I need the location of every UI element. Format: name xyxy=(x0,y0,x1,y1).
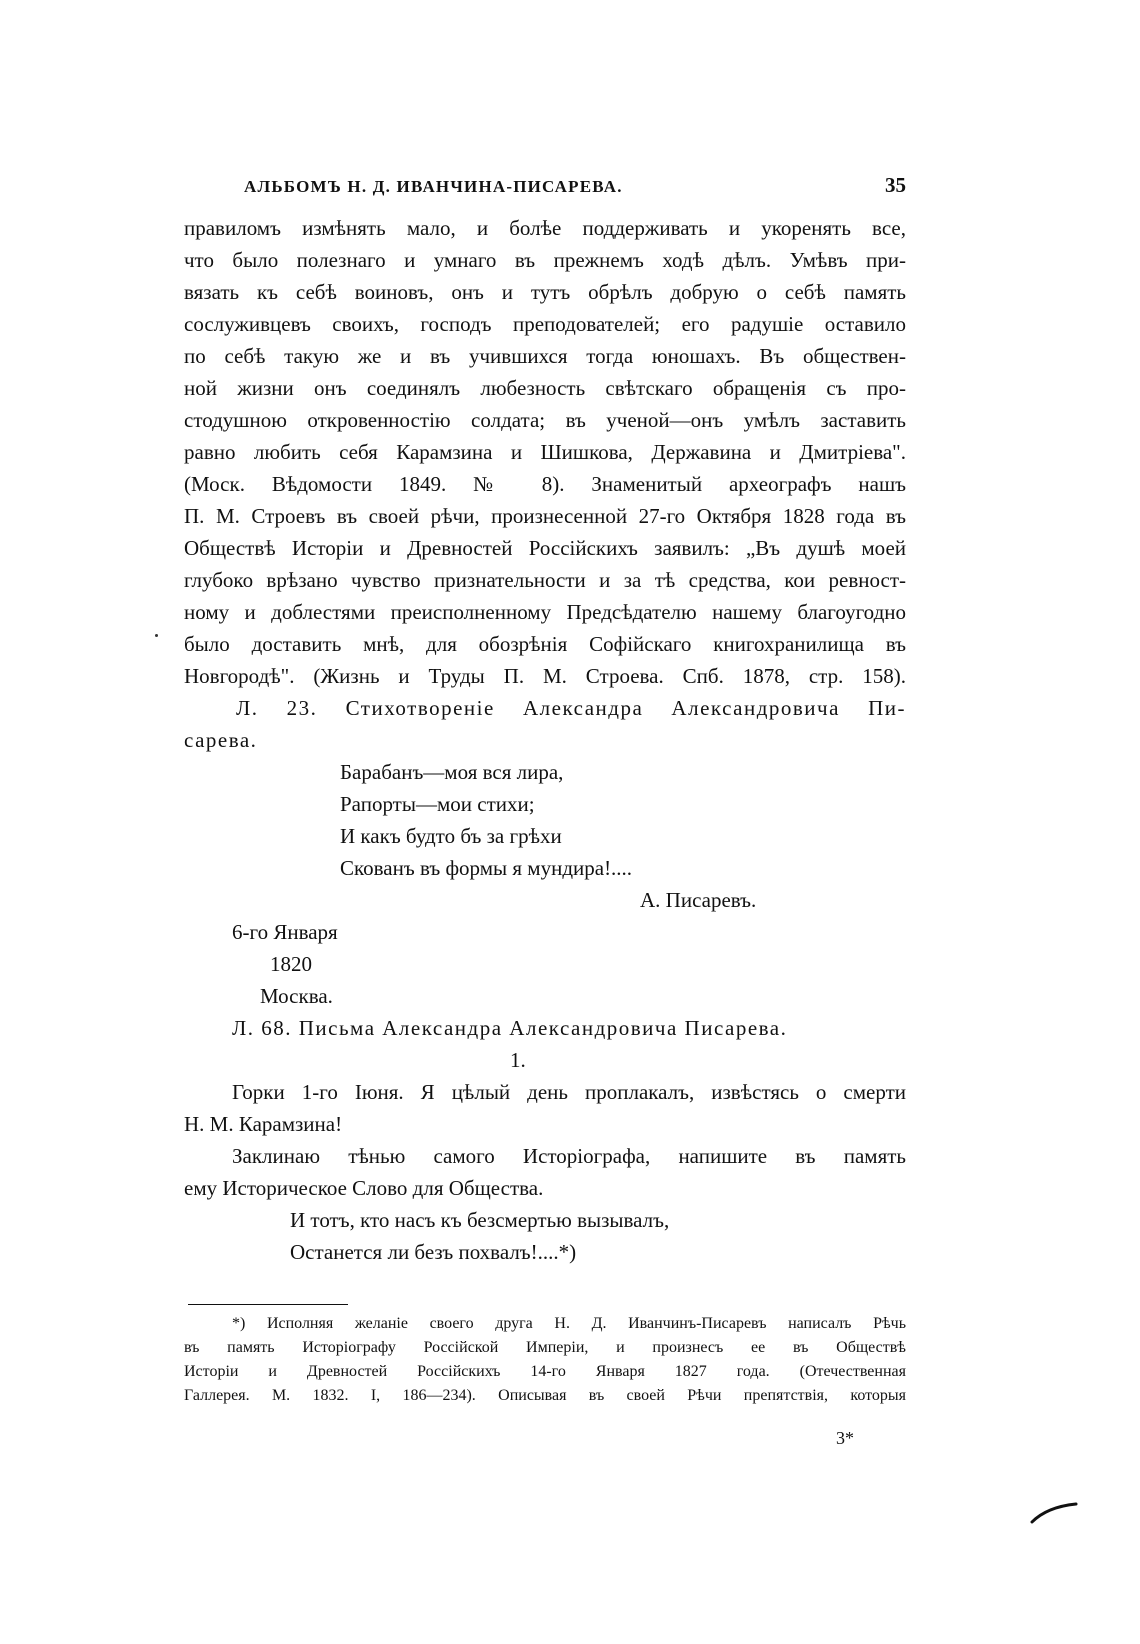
section-heading: Л. 68. Письма Александра Александровича Писарева. xyxy=(232,1016,788,1040)
pencil-stroke-mark xyxy=(1030,1500,1078,1526)
verse-line: Скованъ въ формы я мундира!.... xyxy=(340,856,633,880)
text-line: Новгородѣ". (Жизнь и Труды П. М. Строева. Спб. 1878, стр. 158). xyxy=(184,664,906,688)
verse-line: Останется ли безъ похвалъ!....*) xyxy=(290,1240,577,1264)
text-line: вязать къ себѣ воиновъ, онъ и тутъ обрѣлъ добрую о себѣ память xyxy=(184,280,906,304)
letter-line: Н. М. Карамзина! xyxy=(184,1112,343,1136)
footnote-rule xyxy=(188,1304,348,1305)
text-line: стодушною откровенностію солдата; въ ученой—онъ умѣлъ заставить xyxy=(184,408,906,432)
text-line: было доставить мнѣ, для обозрѣнія Софійскаго книгохранилища въ xyxy=(184,632,906,656)
running-title: АЛЬБОМЪ Н. Д. ИВАНЧИНА-ПИСАРЕВА. xyxy=(244,177,623,196)
text-line: П. М. Строевъ въ своей рѣчи, произнесенной 27-го Октября 1828 года въ xyxy=(184,504,906,528)
text-line: что было полезнаго и умнаго въ прежнемъ ходѣ дѣлъ. Умѣвъ при- xyxy=(184,248,906,272)
verse-line: Рапорты—мои стихи; xyxy=(340,792,535,816)
verse-line: Барабанъ—моя вся лира, xyxy=(340,760,564,784)
poem-date: 6-го Января xyxy=(232,920,338,944)
poem-place: Москва. xyxy=(260,984,333,1008)
text-line: ной жизни онъ соединялъ любезность свѣтскаго обращенія съ про- xyxy=(184,376,906,400)
text-line: равно любить себя Карамзина и Шишкова, Державина и Дмитріева". xyxy=(184,440,906,464)
footnote-line: въ память Исторіографу Россійской Имперіи, и произнесъ ее въ Обществѣ xyxy=(184,1339,906,1356)
text-line: ному и доблестями преисполненному Предсѣдателю нашему благоугодно xyxy=(184,600,906,624)
text-line: сослуживцевъ своихъ, господъ преподователей; его радушіе оставило xyxy=(184,312,906,336)
letter-line: ему Историческое Слово для Общества. xyxy=(184,1176,544,1200)
letter-number: 1. xyxy=(510,1048,526,1072)
signature-mark: 3* xyxy=(836,1428,854,1448)
text-line: правиломъ измѣнять мало, и болѣе поддерживать и укоренять все, xyxy=(184,216,906,240)
footnote-line: *) Исполняя желаніе своего друга Н. Д. Иванчинъ-Писаревъ написалъ Рѣчь xyxy=(232,1315,906,1332)
text-line: Обществѣ Исторіи и Древностей Россійскихъ заявилъ: „Въ душѣ моей xyxy=(184,536,906,560)
running-header xyxy=(184,170,906,200)
text-line: по себѣ такую же и въ учившихся тогда юношахъ. Въ обществен- xyxy=(184,344,906,368)
letter-line: Заклинаю тѣнью самого Исторіографа, напишите въ память xyxy=(232,1144,906,1168)
poem-signature: А. Писаревъ. xyxy=(640,888,757,912)
margin-dot xyxy=(155,634,158,637)
page-number: 35 xyxy=(885,173,906,197)
section-heading-continued: сарева. xyxy=(184,728,258,752)
verse-line: И тотъ, кто насъ къ безсмертью вызывалъ, xyxy=(290,1208,670,1232)
verse-line: И какъ будто бъ за грѣхи xyxy=(340,824,562,848)
text-line: (Моск. Вѣдомости 1849. № 8). Знаменитый археографъ нашъ xyxy=(184,472,906,496)
section-heading: Л. 23. Стихотвореніе Александра Александровича Пи- xyxy=(236,696,906,720)
footnote-line: Исторіи и Древностей Россійскихъ 14-го Января 1827 года. (Отечественная xyxy=(184,1363,906,1380)
letter-line: Горки 1-го Іюня. Я цѣлый день проплакалъ, извѣстясь о смерти xyxy=(232,1080,906,1104)
poem-year: 1820 xyxy=(270,952,312,976)
text-line: глубоко врѣзано чувство признательности и за тѣ средства, кои ревност- xyxy=(184,568,906,592)
footnote-line: Галлерея. М. 1832. I, 186—234). Описывая въ своей Рѣчи препятствія, которыя xyxy=(184,1387,906,1404)
